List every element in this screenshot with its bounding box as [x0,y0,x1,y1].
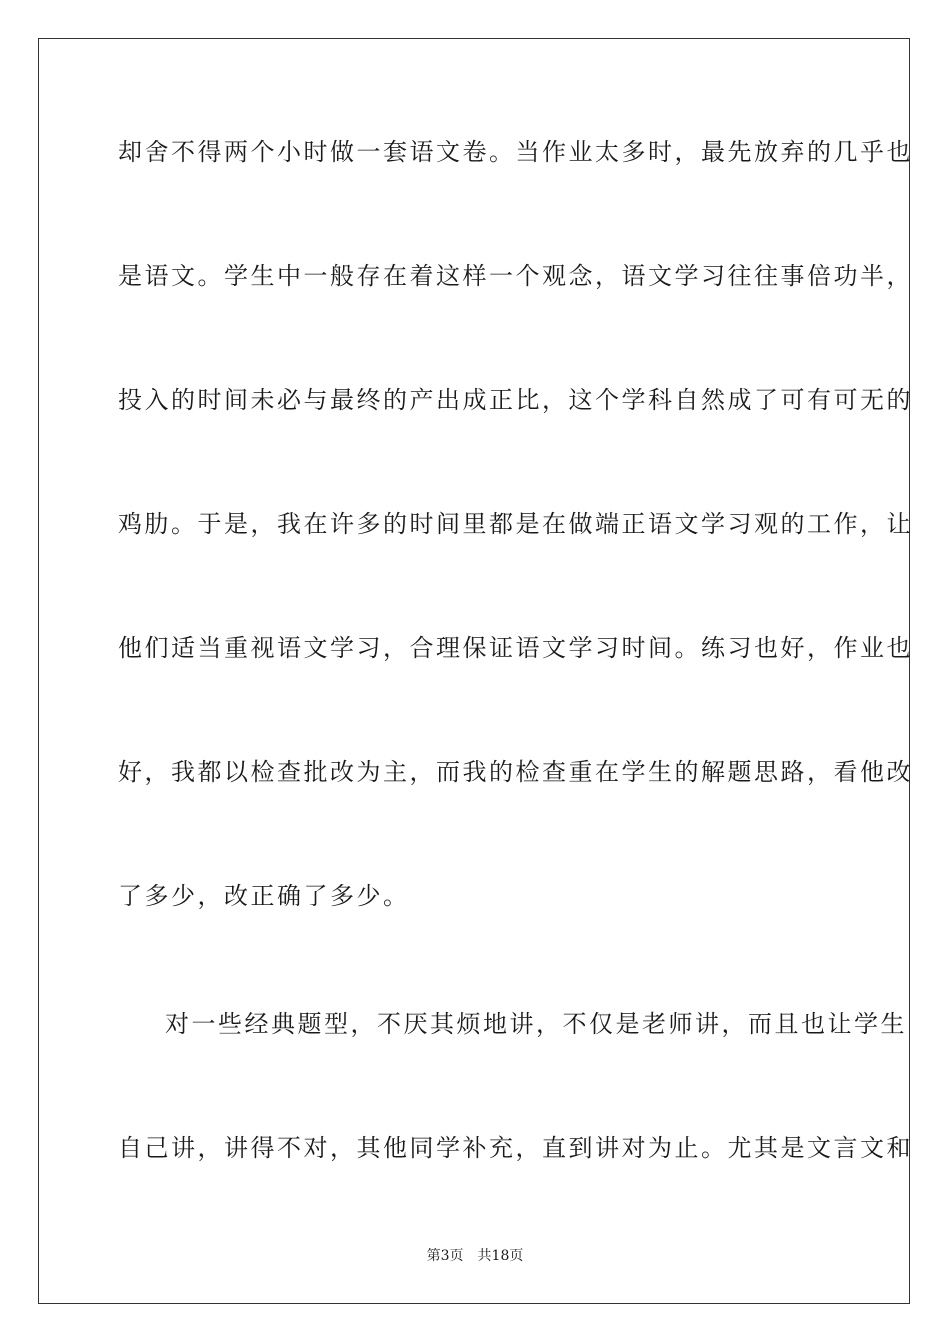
page-number: 第3页 [426,1248,464,1264]
text-line: 了多少，改正确了多少。 [118,882,410,910]
page-total: 共18页 [477,1248,524,1264]
text-line: 是语文。学生中一般存在着这样一个观念，语文学习往往事倍功半， [118,262,913,290]
page-footer [0,1247,950,1265]
page-border [38,38,913,1304]
text-line: 却舍不得两个小时做一套语文卷。当作业太多时，最先放弃的几乎也 [118,138,913,166]
text-line: 他们适当重视语文学习，合理保证语文学习时间。练习也好，作业也 [118,634,913,662]
paragraph-first-line: 对一些经典题型，不厌其烦地讲，不仅是老师讲，而且也让学生 [165,1010,907,1038]
text-line: 投入的时间未必与最终的产出成正比，这个学科自然成了可有可无的 [118,386,913,414]
text-line: 自己讲，讲得不对，其他同学补充，直到讲对为止。尤其是文言文和 [118,1134,913,1162]
text-line: 好，我都以检查批改为主，而我的检查重在学生的解题思路，看他改 [118,758,913,786]
text-line: 鸡肋。于是，我在许多的时间里都是在做端正语文学习观的工作，让 [118,510,913,538]
